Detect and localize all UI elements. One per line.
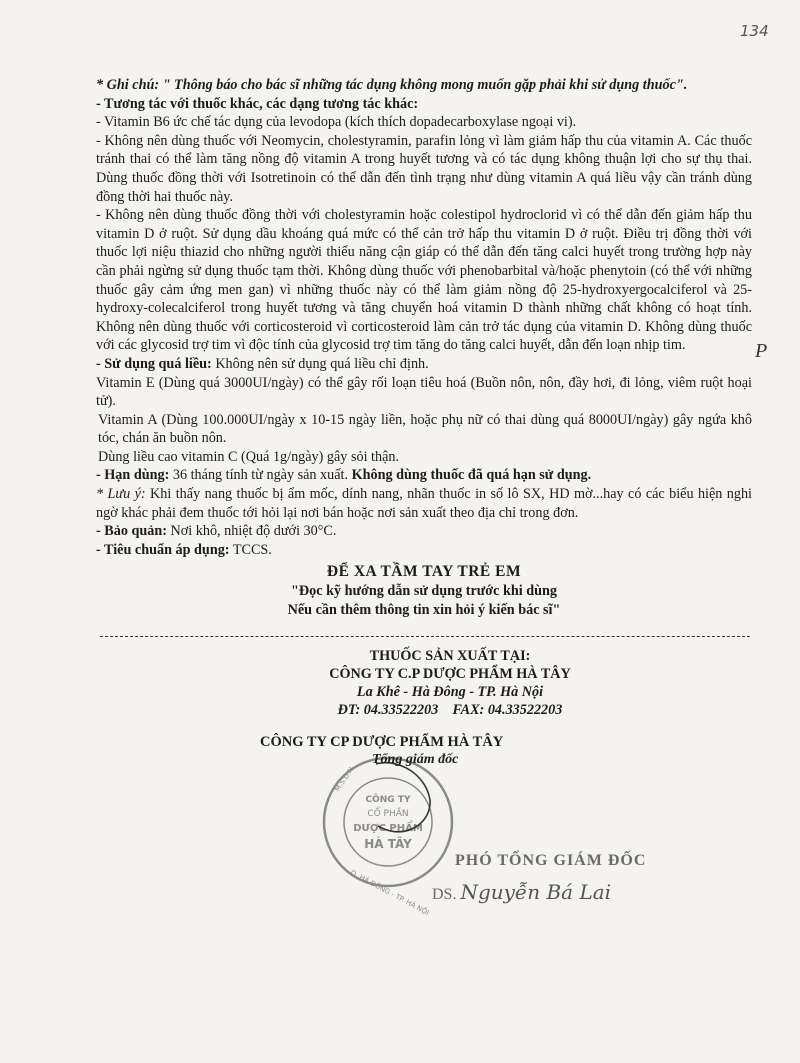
- standard-text: TCCS.: [229, 541, 272, 558]
- expiry-label: - Hạn dùng:: [96, 467, 170, 484]
- svg-text:CÔNG TY: CÔNG TY: [365, 795, 411, 805]
- warning-block: [96, 563, 752, 619]
- expiry-line: [96, 466, 752, 485]
- manufacturer-label: THUỐC SẢN XUẤT TẠI:: [369, 648, 531, 664]
- interactions-paragraph-3: - Không nên dùng thuốc đồng thời với cholestyramin hoặc colestipol hydroclorid vì có thể dẫn đến giảm hấp thu vitamin D ở ruột. Sử dụng dầu khoáng quá mức có thể cản trở hấp thu vitamin D ở ruột. Điều trị đồng thời với thuốc lợi niệu thiazid cho những người thiểu năng cận giáp có thể dẫn đến tăng calci huyết trong trường hợp này cần phải ngừng sử dụng thuốc tạm thời. Không dùng thuốc với phenobarbital và/hoặc phenytoin (có thể với những thuốc gây cảm ứng men gan) vì những thuốc này có thể làm giảm nồng độ 25-hydroxyergocalciferol và 25-hydroxy-colecalciferol trong huyết tương và tăng chuyển hoá vitamin D thành những chất không có hoạt tính. Không nên dùng thuốc với corticosteroid vì corticosteroid làm cản trở tác dụng của vitamin D. Không dùng thuốc với các glycosid trợ tim vì độc tính của glycosid trợ tim tăng do tăng calci huyết, dẫn đến loạn nhịp tim.: [96, 207, 752, 354]
- interactions-paragraph-1: - Vitamin B6 ức chế tác dụng của levodopa (kích thích dopadecarboxylase ngoại vi).: [96, 114, 577, 131]
- expiry-text: 36 tháng tính từ ngày sản xuất.: [169, 467, 352, 484]
- storage-label: - Bảo quản:: [96, 523, 167, 540]
- director-title: Tổng giám đốc: [372, 752, 459, 767]
- signature-company: CÔNG TY CP DƯỢC PHẨM HÀ TÂY: [260, 734, 504, 750]
- overdose-line: [96, 355, 752, 374]
- manufacturer-block: [280, 647, 620, 719]
- signer: [432, 880, 611, 904]
- signer-prefix: DS.: [432, 886, 457, 903]
- caution-text: Khi thấy nang thuốc bị ẩm mốc, dính nang, nhãn thuốc in số lô SX, HD mờ...hay có các biểu hiện nghi ngờ khác phải đem thuốc tới hỏi lại nơi bán hoặc nơi sản xuất theo địa chỉ trong đơn.: [96, 486, 752, 521]
- standard-line: [96, 541, 752, 560]
- interactions-paragraph-2: - Không nên dùng thuốc với Neomycin, cholestyramin, parafin lỏng vì làm giảm hấp thu của vitamin A. Các thuốc tránh thai có thể làm tăng nồng độ vitamin A trong huyết tương và có tác dụng không thuận lợi cho sự thụ thai. Dùng thuốc đồng thời với Isotretinoin có thể dẫn đến tình trạng như dùng vitamin A quá liều vậy cần tránh dùng đồng thời hai thuốc này.: [96, 132, 752, 205]
- warning-title: ĐỂ XA TẦM TAY TRẺ EM: [326, 563, 522, 581]
- expiry-warning: Không dùng thuốc đã quá hạn sử dụng.: [351, 467, 592, 484]
- svg-text:HÀ TÂY: HÀ TÂY: [364, 837, 412, 851]
- svg-text:Q. HÀ ĐÔNG - TP. HÀ NỘI: Q. HÀ ĐÔNG - TP. HÀ NỘI: [349, 868, 431, 917]
- leaflet-body: [96, 76, 752, 619]
- manufacturer-phone-fax: ĐT: 04.33522203 FAX: 04.33522203: [337, 702, 563, 718]
- note-line: * Ghi chú: " Thông báo cho bác sĩ những tác dụng không mong muốn gặp phải khi sử dụng thuốc".: [96, 77, 688, 93]
- svg-text:M.S.D.N: M.S.D.N: [333, 765, 356, 794]
- standard-label: - Tiêu chuẩn áp dụng:: [96, 541, 230, 558]
- deputy-director-title: PHÓ TỔNG GIÁM ĐỐC: [455, 852, 647, 869]
- overdose-vitamin-a: Vitamin A (Dùng 100.000UI/ngày x 10-15 ngày liền, hoặc phụ nữ có thai dùng quá 8000UI/ngày) gây ngứa khô tóc, chán ăn buồn nôn.: [98, 411, 752, 447]
- svg-text:DƯỢC PHẨM: DƯỢC PHẨM: [353, 823, 423, 834]
- overdose-vitamin-c: Dùng liều cao vitamin C (Quá 1g/ngày) gây sỏi thận.: [98, 448, 400, 465]
- caution-line: [96, 485, 752, 522]
- manufacturer-address: La Khê - Hà Đông - TP. Hà Nội: [356, 684, 544, 700]
- dashed-divider: [100, 636, 750, 637]
- interactions-heading: - Tương tác với thuốc khác, các dạng tương tác khác:: [96, 95, 419, 112]
- signer-signature: Nguyễn Bá Lai: [460, 880, 612, 904]
- page-number: 134: [740, 22, 769, 40]
- overdose-text: Không nên sử dụng quá liều chỉ định.: [211, 355, 429, 372]
- caution-label: * Lưu ý:: [96, 486, 146, 503]
- warning-line-2: Nếu cần thêm thông tin xin hỏi ý kiến bác sĩ": [287, 601, 561, 618]
- warning-line-1: "Đọc kỹ hướng dẫn sử dụng trước khi dùng: [291, 583, 557, 600]
- overdose-label: - Sử dụng quá liều:: [96, 355, 212, 372]
- storage-line: [96, 522, 752, 541]
- svg-text:CỔ PHẦN: CỔ PHẦN: [367, 809, 409, 819]
- side-handwritten-mark: P: [755, 340, 768, 362]
- overdose-vitamin-e: Vitamin E (Dùng quá 3000UI/ngày) có thể gây rối loạn tiêu hoá (Buồn nôn, nôn, đầy hơi, đi lỏng, viêm ruột hoại tử).: [96, 374, 752, 410]
- manufacturer-company: CÔNG TY C.P DƯỢC PHẨM HÀ TÂY: [329, 666, 571, 682]
- storage-text: Nơi khô, nhiệt độ dưới 30°C.: [166, 523, 337, 540]
